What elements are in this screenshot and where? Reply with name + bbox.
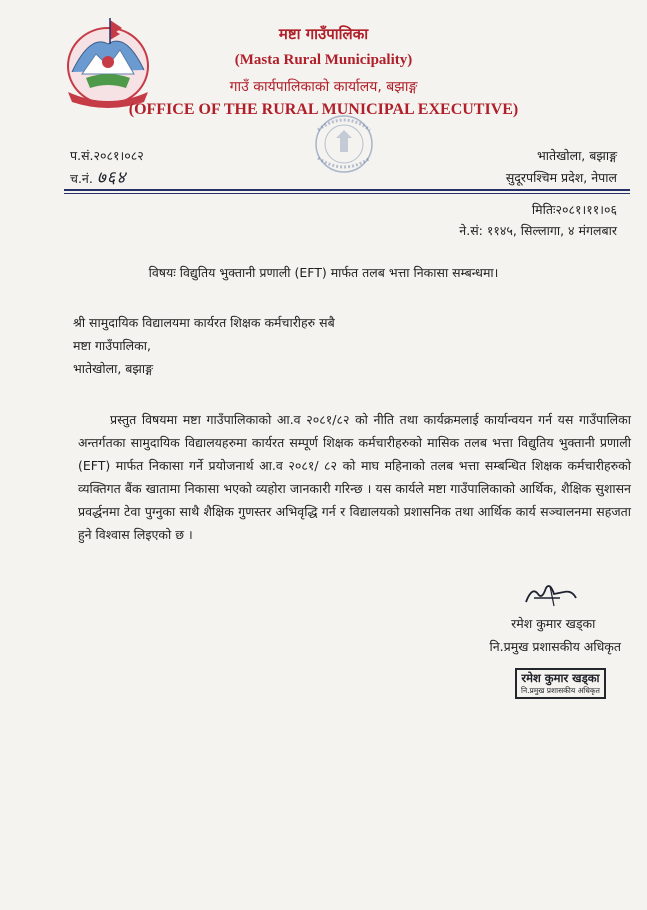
chalani-value: ७६४ [96, 168, 127, 188]
date-block [459, 199, 617, 241]
name-rubber-stamp [515, 668, 606, 699]
letterhead-divider-thin [64, 193, 630, 194]
municipality-name-np: मष्टा गाउँपालिका [278, 25, 369, 43]
letter-body [78, 408, 631, 546]
recipient-line-3: भातेखोला, बझाङ्ग [73, 361, 154, 376]
date-nepal-sambat: ने.सं: ११४५, सिल्लागा, ४ मंगलबार [459, 223, 617, 238]
office-name-np: गाउँ कार्यपालिकाको कार्यालय, बझाङ्ग [229, 79, 418, 95]
signatory-name: रमेश कुमार खड्का [511, 616, 596, 631]
office-address [506, 145, 617, 189]
chalani-number [70, 167, 144, 190]
signatory-block [490, 612, 622, 658]
chalani-label: च.नं. [70, 171, 93, 186]
stamp-title: नि.प्रमुख प्रशासकीय अधिकृत [521, 686, 600, 695]
recipient-line-1: श्री सामुदायिक विद्यालयमा कार्यरत शिक्षक कर्मचारीहरु सबै [73, 315, 335, 330]
patra-sankhya: प.सं.२०८१।०८२ [70, 148, 144, 163]
date-miti: मितिः२०८१।११।०६ [531, 202, 617, 217]
recipient-line-2: मष्टा गाउँपालिका, [73, 338, 151, 353]
letterhead-divider [64, 189, 630, 191]
office-name-en: (OFFICE OF THE RURAL MUNICIPAL EXECUTIVE) [128, 101, 519, 118]
recipient-block [73, 311, 335, 380]
reference-block [70, 145, 144, 190]
body-paragraph: प्रस्तुत विषयमा मष्टा गाउँपालिकाको आ.व २०८१/८२ को नीति तथा कार्यक्रमलाई कार्यान्वयन गर्न यस गाउँपालिका अन्तर्गतका सामुदायिक विद्यालयहरुमा कार्यरत सम्पूर्ण शिक्षक कर्मचारीहरुको मासिक तलब भत्ता विद्युतिय भुक्तानी प्रणाली (EFT) मार्फत निकासा गर्ने प्रयोजनार्थ आ.व २०८१/ ८२ को माघ महिनाको तलब भत्ता सम्बन्धित शिक्षक कर्मचारीहरुको व्यक्तिगत बैंक खातामा निकासा भएको व्यहोरा जानकारी गरिन्छ । यस कार्यले मष्टा गाउँपालिकाको आर्थिक, शैक्षिक सुशासन प्रवर्द्धनमा टेवा पुग्नुका साथै शैक्षिक गुणस्तर अभिवृद्धि गर्न र विद्यालयको प्रशासनिक तथा आर्थिक कार्य सञ्चालनमा सहजता हुने विश्वास लिइएको छ । [78, 412, 631, 542]
signatory-title: नि.प्रमुख प्रशासकीय अधिकृत [489, 639, 621, 654]
address-line-2: सुदूरपश्चिम प्रदेश, नेपाल [505, 170, 617, 185]
stamp-name: रमेश कुमार खड्का [521, 671, 600, 685]
office-seal-stamp [298, 112, 390, 176]
letter-subject: विषयः विद्युतिय भुक्तानी प्रणाली (EFT) मार्फत तलब भत्ता निकासा सम्बन्धमा। [148, 265, 499, 280]
handwritten-signature [520, 580, 580, 610]
address-line-1: भातेखोला, बझाङ्ग [536, 148, 617, 163]
municipality-name-en: (Masta Rural Municipality) [234, 52, 413, 68]
